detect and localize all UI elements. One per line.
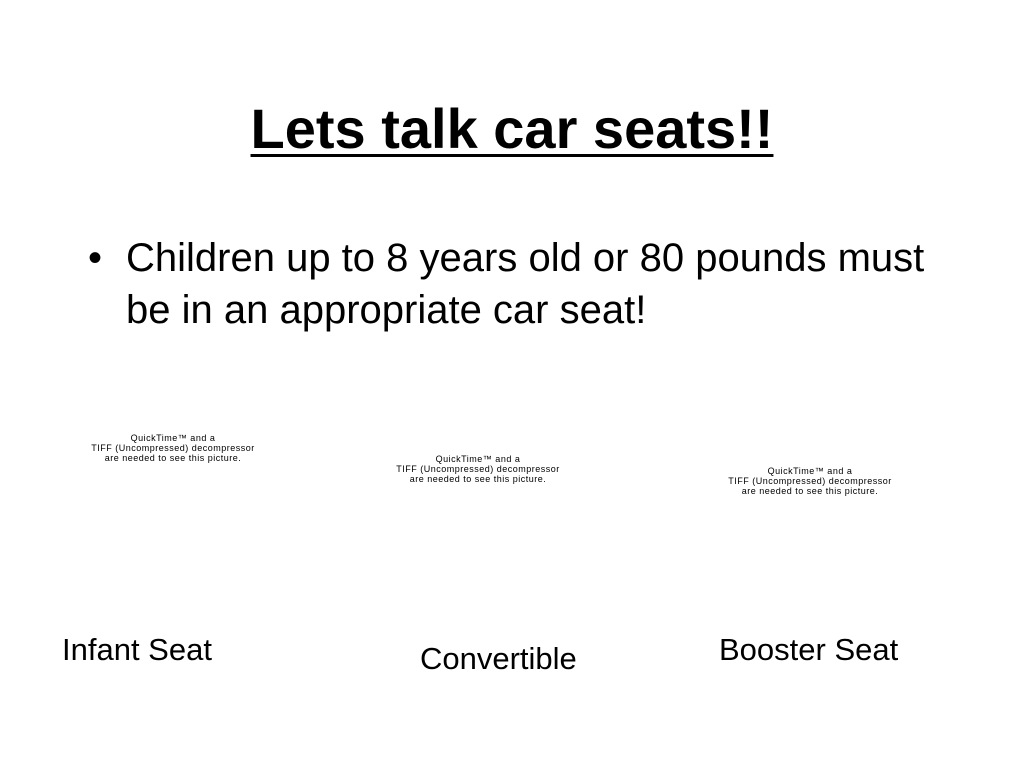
placeholder-line: QuickTime™ and a	[130, 433, 216, 443]
placeholder-line: QuickTime™ and a	[767, 466, 853, 476]
placeholder-line: TIFF (Uncompressed) decompressor	[91, 443, 255, 453]
placeholder-line: TIFF (Uncompressed) decompressor	[728, 476, 892, 486]
infant-seat-caption: Infant Seat	[62, 632, 212, 667]
placeholder-line: are needed to see this picture.	[104, 453, 242, 463]
bullet-item	[88, 232, 948, 336]
booster-seat-image-placeholder	[724, 466, 896, 496]
bullet-text: Children up to 8 years old or 80 pounds must be in an appropriate car seat!	[126, 236, 925, 332]
placeholder-line: are needed to see this picture.	[741, 486, 879, 496]
bullet-list	[88, 232, 948, 336]
bullet-marker: •	[88, 236, 103, 280]
placeholder-line: are needed to see this picture.	[409, 474, 547, 484]
infant-seat-image-placeholder	[78, 433, 268, 463]
convertible-caption: Convertible	[420, 641, 577, 676]
placeholder-line: QuickTime™ and a	[435, 454, 521, 464]
slide-title: Lets talk car seats!!	[250, 97, 774, 160]
convertible-image-placeholder	[392, 454, 564, 484]
booster-seat-caption: Booster Seat	[719, 632, 899, 667]
placeholder-line: TIFF (Uncompressed) decompressor	[396, 464, 560, 474]
